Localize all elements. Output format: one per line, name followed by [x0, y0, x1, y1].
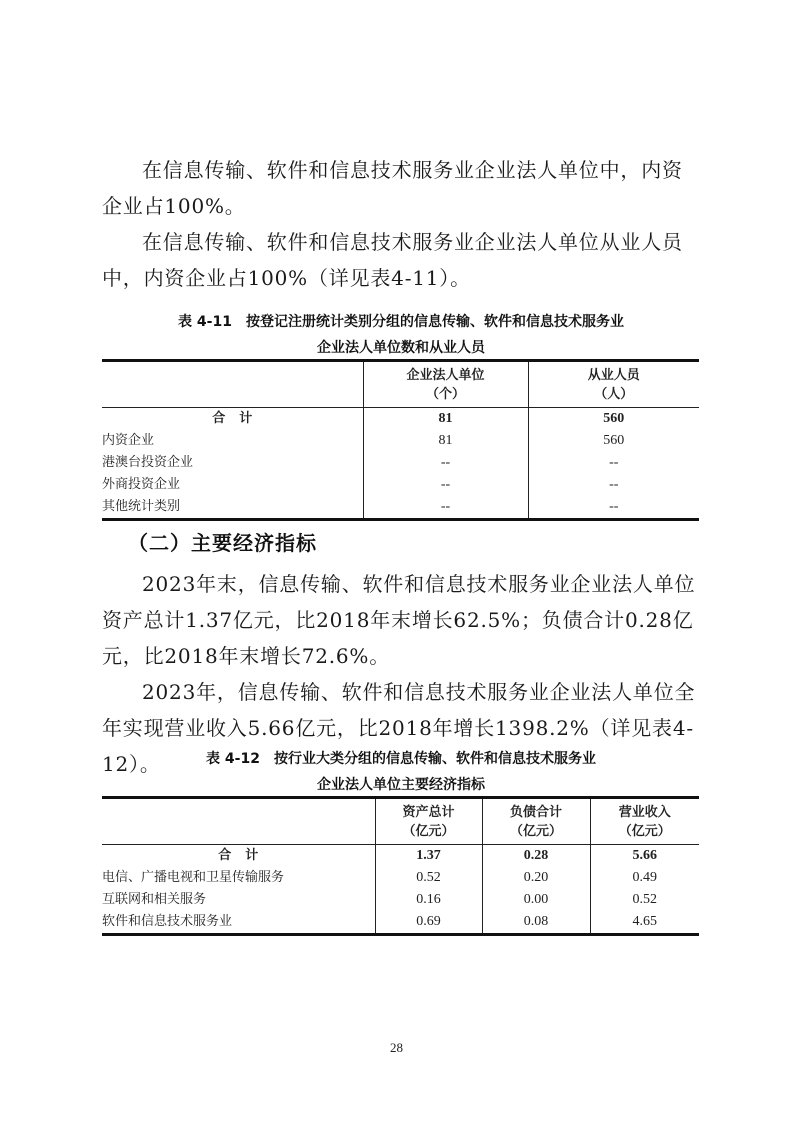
header-employees: 从业人员 （人） — [528, 361, 699, 408]
cell-value: 0.52 — [375, 867, 482, 889]
row-label: 港澳台投资企业 — [102, 455, 194, 470]
table-row — [102, 889, 699, 911]
table-4-11 — [102, 359, 699, 521]
cell-value: 0.00 — [482, 889, 590, 911]
row-label: 内资企业 — [102, 433, 155, 448]
cell-value: -- — [528, 496, 699, 520]
paragraph-domestic-units — [102, 152, 700, 224]
caption-line: 表 4-12 按行业大类分组的信息传输、软件和信息技术服务业 — [206, 751, 596, 767]
table-total-row — [102, 845, 699, 868]
caption-line: 企业法人单位数和从业人员 — [317, 340, 485, 356]
table-header-row — [102, 361, 699, 408]
cell-value: 81 — [363, 408, 528, 431]
section-heading: （二）主要经济指标 — [128, 531, 317, 555]
cell-value: 0.52 — [590, 889, 699, 911]
cell-value: 5.66 — [590, 845, 699, 868]
table-row — [102, 496, 699, 520]
table-row — [102, 430, 699, 452]
row-label: 合计 — [218, 848, 273, 863]
table-row — [102, 911, 699, 935]
table-total-row — [102, 408, 699, 431]
cell-value: -- — [528, 474, 699, 496]
cell-value: 0.69 — [375, 911, 482, 935]
paragraph-text: 在信息传输、软件和信息技术服务业企业法人单位从业人员中，内资企业占100%（详见表4-11）。 — [102, 230, 683, 290]
table-row — [102, 474, 699, 496]
header-total-liabilities: 负债合计 （亿元） — [482, 798, 590, 845]
header-units: 企业法人单位 （个） — [363, 361, 528, 408]
table-header-row — [102, 798, 699, 845]
header-blank — [102, 361, 363, 408]
row-label: 电信、广播电视和卫星传输服务 — [102, 870, 285, 885]
cell-value: 0.20 — [482, 867, 590, 889]
row-label: 合计 — [212, 411, 267, 426]
cell-value: 560 — [528, 430, 699, 452]
cell-value: 0.16 — [375, 889, 482, 911]
table-4-12 — [102, 796, 699, 936]
page-number: 28 — [390, 1040, 403, 1055]
row-label: 外商投资企业 — [102, 477, 181, 492]
caption-line: 企业法人单位主要经济指标 — [317, 777, 485, 793]
header-total-assets: 资产总计 （亿元） — [375, 798, 482, 845]
paragraph-text: 2023年，信息传输、软件和信息技术服务业企业法人单位全年实现营业收入5.66亿元，比2018年增长1398.2%（详见表4-12）。 — [102, 680, 696, 776]
row-label: 软件和信息技术服务业 — [102, 911, 375, 935]
row-label: 其他统计类别 — [102, 496, 363, 520]
cell-value: 0.28 — [482, 845, 590, 868]
paragraph-domestic-employees — [102, 224, 700, 296]
cell-value: -- — [363, 474, 528, 496]
cell-value: 0.49 — [590, 867, 699, 889]
cell-value: -- — [363, 496, 528, 520]
table-row — [102, 867, 699, 889]
row-label: 互联网和相关服务 — [102, 892, 207, 907]
paragraph-text: 在信息传输、软件和信息技术服务业企业法人单位中，内资企业占100%。 — [102, 158, 683, 218]
cell-value: 1.37 — [375, 845, 482, 868]
paragraph-text: 2023年末，信息传输、软件和信息技术服务业企业法人单位资产总计1.37亿元，比2018年末增长62.5%；负债合计0.28亿元，比2018年末增长72.6%。 — [102, 572, 696, 668]
header-blank — [102, 798, 375, 845]
caption-line: 表 4-11 按登记注册统计类别分组的信息传输、软件和信息技术服务业 — [178, 314, 624, 330]
table-4-11-caption — [102, 309, 700, 361]
table-row — [102, 452, 699, 474]
cell-value: 560 — [528, 408, 699, 431]
cell-value: 4.65 — [590, 911, 699, 935]
table-4-12-caption — [102, 746, 700, 798]
cell-value: -- — [528, 452, 699, 474]
cell-value: -- — [363, 452, 528, 474]
cell-value: 0.08 — [482, 911, 590, 935]
paragraph-assets-liabilities — [102, 566, 700, 674]
cell-value: 81 — [363, 430, 528, 452]
header-operating-revenue: 营业收入 （亿元） — [590, 798, 699, 845]
